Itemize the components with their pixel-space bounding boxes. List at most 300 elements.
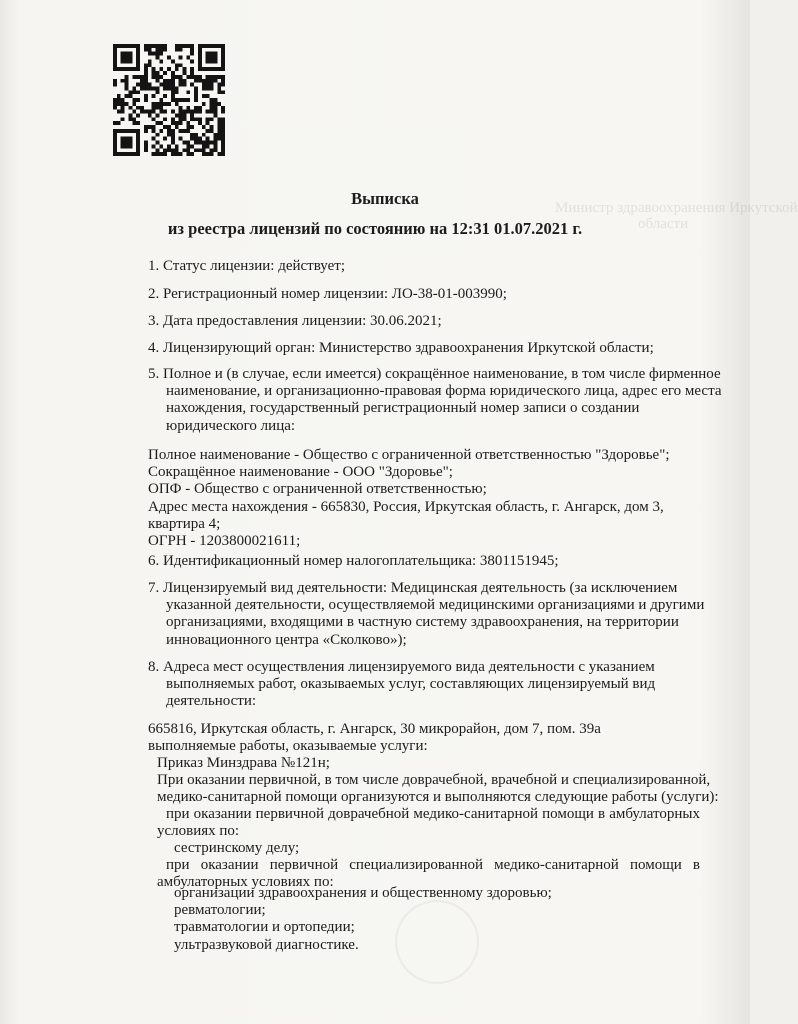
qr-module: [194, 141, 198, 145]
item-text-line: наименование, и организационно-правовая форма юридического лица, адрес его места: [166, 383, 722, 400]
qr-module: [183, 79, 187, 83]
qr-module: [155, 86, 159, 90]
qr-module: [136, 133, 140, 137]
qr-module: [136, 98, 140, 102]
qr-module: [213, 75, 217, 79]
qr-module: [132, 110, 136, 114]
qr-module: [163, 48, 167, 52]
qr-module: [206, 152, 210, 156]
qr-module: [190, 59, 194, 63]
qr-module: [132, 44, 136, 48]
qr-module: [148, 59, 152, 63]
service-nursing: сестринскому делу;: [174, 840, 300, 856]
qr-module: [136, 83, 140, 87]
qr-module: [155, 133, 159, 137]
qr-module: [210, 129, 214, 133]
qr-module: [202, 94, 206, 98]
qr-module: [217, 86, 221, 90]
qr-module: [132, 86, 136, 90]
qr-module: [221, 141, 225, 145]
qr-module: [217, 67, 221, 71]
qr-module: [136, 141, 140, 145]
qr-module: [136, 75, 140, 79]
qr-module: [175, 148, 179, 152]
qr-module: [167, 79, 171, 83]
qr-module: [217, 121, 221, 125]
qr-module: [128, 67, 132, 71]
qr-module: [221, 133, 225, 137]
qr-module: [221, 48, 225, 52]
qr-module: [221, 125, 225, 129]
qr-module: [186, 125, 190, 129]
qr-module: [144, 144, 148, 148]
item-status: 1. Статус лицензии: действует;: [148, 258, 345, 274]
qr-module: [113, 106, 117, 110]
qr-module: [113, 102, 117, 106]
qr-module: [144, 94, 148, 98]
qr-module: [190, 83, 194, 87]
qr-module: [117, 67, 121, 71]
qr-module: [217, 133, 221, 137]
qr-module: [202, 148, 206, 152]
qr-module: [210, 59, 214, 63]
qr-module: [190, 52, 194, 56]
qr-module: [190, 110, 194, 114]
qr-module: [171, 148, 175, 152]
qr-module: [186, 141, 190, 145]
qr-module: [183, 44, 187, 48]
qr-module: [198, 110, 202, 114]
item-text-line: нахождения, государственный регистрационный номер записи о создании: [166, 400, 640, 417]
qr-module: [198, 121, 202, 125]
qr-module: [171, 133, 175, 137]
qr-module: [152, 144, 156, 148]
qr-module: [206, 67, 210, 71]
qr-module: [210, 44, 214, 48]
qr-module: [155, 102, 159, 106]
qr-module: [213, 67, 217, 71]
qr-module: [136, 152, 140, 156]
qr-module: [167, 83, 171, 87]
qr-module: [155, 75, 159, 79]
qr-module: [117, 152, 121, 156]
qr-module: [136, 48, 140, 52]
bleed-through-text: области: [638, 216, 689, 232]
qr-module: [125, 129, 129, 133]
qr-module: [144, 83, 148, 87]
item-text-line: указанной деятельности, осуществляемой медицинскими организациями и другими: [166, 597, 705, 614]
qr-module: [121, 56, 125, 60]
qr-module: [217, 152, 221, 156]
qr-module: [155, 121, 159, 125]
entity-ogrn: ОГРН - 1203800021611;: [148, 533, 301, 550]
qr-module: [183, 141, 187, 145]
qr-module: [183, 83, 187, 87]
qr-module: [186, 75, 190, 79]
qr-module: [213, 106, 217, 110]
qr-module: [163, 117, 167, 121]
qr-module: [213, 59, 217, 63]
qr-module: [179, 56, 183, 60]
qr-module: [198, 141, 202, 145]
qr-module: [167, 102, 171, 106]
qr-module: [186, 56, 190, 60]
qr-module: [163, 125, 167, 129]
activity-address: 665816, Иркутская область, г. Ангарск, 30 микрорайон, дом 7, пом. 39а: [148, 721, 601, 737]
qr-module: [121, 141, 125, 145]
qr-module: [213, 102, 217, 106]
qr-module: [202, 102, 206, 106]
qr-module: [175, 125, 179, 129]
qr-module: [194, 79, 198, 83]
qr-module: [167, 67, 171, 71]
qr-module: [190, 125, 194, 129]
qr-module: [125, 141, 129, 145]
qr-module: [221, 67, 225, 71]
qr-module: [148, 86, 152, 90]
qr-module: [186, 106, 190, 110]
qr-module: [163, 148, 167, 152]
qr-module: [198, 59, 202, 63]
qr-module: [163, 110, 167, 114]
qr-module: [175, 44, 179, 48]
qr-module: [113, 141, 117, 145]
qr-module: [140, 75, 144, 79]
qr-module: [194, 133, 198, 137]
qr-module: [159, 52, 163, 56]
item-text-line: выполняемых работ, оказываемых услуг, составляющих лицензируемый вид: [166, 676, 656, 693]
qr-module: [221, 148, 225, 152]
qr-module: [194, 137, 198, 141]
qr-module: [128, 144, 132, 148]
qr-module: [206, 94, 210, 98]
qr-module: [221, 44, 225, 48]
entity-short-name: Сокращённое наименование - ООО "Здоровье";: [148, 464, 453, 481]
qr-module: [136, 144, 140, 148]
qr-module: [125, 56, 129, 60]
qr-module: [213, 79, 217, 83]
qr-module: [171, 94, 175, 98]
qr-module: [198, 79, 202, 83]
qr-module: [152, 137, 156, 141]
qr-module: [159, 75, 163, 79]
qr-module: [136, 106, 140, 110]
qr-module: [140, 106, 144, 110]
qr-module: [132, 121, 136, 125]
qr-module: [144, 125, 148, 129]
qr-module: [213, 110, 217, 114]
qr-module: [179, 129, 183, 133]
qr-module: [132, 152, 136, 156]
qr-module: [171, 152, 175, 156]
document-title: Выписка: [351, 189, 419, 208]
qr-module: [152, 152, 156, 156]
qr-module: [125, 102, 129, 106]
item-text-line: инновационного центра «Сколково»);: [166, 631, 407, 648]
qr-module: [171, 110, 175, 114]
qr-module: [202, 67, 206, 71]
qr-module: [140, 79, 144, 83]
qr-module: [125, 52, 129, 56]
qr-module: [125, 79, 129, 83]
item-text-line: медико-санитарной помощи организуются и выполняются следующие работы (услуги):: [157, 789, 719, 806]
qr-module: [217, 137, 221, 141]
qr-module: [202, 141, 206, 145]
qr-module: [159, 44, 163, 48]
qr-module: [198, 44, 202, 48]
qr-module: [113, 137, 117, 141]
qr-module: [155, 152, 159, 156]
qr-module: [206, 83, 210, 87]
qr-module: [132, 117, 136, 121]
qr-module: [217, 117, 221, 121]
qr-module: [183, 110, 187, 114]
qr-module: [206, 86, 210, 90]
qr-module: [117, 110, 121, 114]
qr-module: [128, 90, 132, 94]
qr-module: [136, 121, 140, 125]
qr-module: [202, 83, 206, 87]
qr-module: [221, 144, 225, 148]
qr-module: [144, 71, 148, 75]
qr-module: [121, 129, 125, 133]
qr-module: [113, 144, 117, 148]
qr-module: [144, 148, 148, 152]
service-item: организации здравоохранения и общественному здоровью;: [174, 885, 552, 901]
qr-module: [198, 148, 202, 152]
qr-module: [221, 152, 225, 156]
qr-module: [128, 137, 132, 141]
qr-module: [113, 63, 117, 67]
qr-module: [132, 129, 136, 133]
qr-module: [221, 75, 225, 79]
qr-module: [117, 129, 121, 133]
qr-module: [179, 83, 183, 87]
qr-module: [163, 86, 167, 90]
qr-module: [148, 52, 152, 56]
qr-module: [221, 56, 225, 60]
qr-module: [183, 114, 187, 118]
qr-module: [140, 83, 144, 87]
qr-module: [121, 44, 125, 48]
qr-module: [217, 129, 221, 133]
qr-module: [152, 129, 156, 133]
item-text-line: условиях по:: [157, 823, 240, 840]
qr-module: [128, 56, 132, 60]
qr-module: [186, 129, 190, 133]
qr-module: [183, 129, 187, 133]
qr-module: [190, 137, 194, 141]
qr-module: [186, 90, 190, 94]
qr-module: [117, 94, 121, 98]
qr-module: [121, 67, 125, 71]
qr-module: [179, 110, 183, 114]
qr-module: [121, 98, 125, 102]
qr-module: [175, 98, 179, 102]
qr-module: [132, 67, 136, 71]
qr-module: [140, 110, 144, 114]
qr-module: [198, 75, 202, 79]
qr-module: [167, 144, 171, 148]
qr-module: [121, 102, 125, 106]
entity-full-name: Полное наименование - Общество с ограниченной ответственностью "Здоровье";: [148, 447, 670, 463]
qr-module: [210, 106, 214, 110]
qr-module: [125, 44, 129, 48]
qr-module: [210, 152, 214, 156]
qr-module: [179, 48, 183, 52]
qr-module: [217, 90, 221, 94]
qr-module: [210, 75, 214, 79]
qr-module: [175, 63, 179, 67]
qr-module: [163, 83, 167, 87]
qr-module: [202, 44, 206, 48]
qr-module: [198, 117, 202, 121]
qr-module: [194, 98, 198, 102]
qr-module: [167, 56, 171, 60]
qr-module: [179, 106, 183, 110]
entity-details: [148, 447, 670, 550]
qr-module: [171, 98, 175, 102]
qr-module: [210, 56, 214, 60]
qr-module: [175, 152, 179, 156]
qr-module: [152, 125, 156, 129]
qr-module: [221, 129, 225, 133]
qr-module: [132, 102, 136, 106]
qr-module: [217, 125, 221, 129]
qr-module: [190, 75, 194, 79]
qr-module: [217, 44, 221, 48]
qr-module: [171, 137, 175, 141]
qr-module: [113, 133, 117, 137]
qr-module: [159, 98, 163, 102]
qr-module: [171, 59, 175, 63]
qr-module: [113, 121, 117, 125]
qr-module: [121, 106, 125, 110]
qr-module: [159, 110, 163, 114]
qr-module: [136, 67, 140, 71]
qr-module: [206, 137, 210, 141]
qr-module: [183, 148, 187, 152]
qr-module: [190, 44, 194, 48]
qr-module: [121, 79, 125, 83]
qr-module: [152, 94, 156, 98]
document-subtitle: из реестра лицензий по состоянию на 12:31 01.07.2021 г.: [167, 219, 583, 238]
qr-module: [167, 133, 171, 137]
qr-module: [167, 125, 171, 129]
qr-module: [159, 83, 163, 87]
qr-module: [194, 110, 198, 114]
qr-module: [210, 125, 214, 129]
qr-module: [206, 117, 210, 121]
qr-module: [125, 86, 129, 90]
qr-module: [113, 48, 117, 52]
qr-module: [213, 133, 217, 137]
qr-module: [155, 71, 159, 75]
qr-module: [202, 144, 206, 148]
item-text-line: организациями, входящими в частную систему здравоохранения, на территории: [166, 614, 679, 631]
qr-module: [148, 114, 152, 118]
qr-module: [144, 129, 148, 133]
qr-module: [128, 52, 132, 56]
qr-module: [186, 152, 190, 156]
qr-module: [210, 117, 214, 121]
qr-module: [194, 75, 198, 79]
qr-module: [159, 152, 163, 156]
qr-module: [144, 48, 148, 52]
qr-module: [190, 71, 194, 75]
qr-module: [155, 148, 159, 152]
qr-module: [155, 79, 159, 83]
qr-module: [202, 133, 206, 137]
qr-module: [198, 63, 202, 67]
qr-module: [117, 44, 121, 48]
qr-module: [159, 129, 163, 133]
qr-module: [152, 52, 156, 56]
qr-module: [221, 79, 225, 83]
qr-module: [206, 141, 210, 145]
qr-module: [179, 63, 183, 67]
qr-module: [213, 148, 217, 152]
qr-module: [175, 90, 179, 94]
qr-module: [144, 98, 148, 102]
qr-module: [128, 117, 132, 121]
item-text-line: 8. Адреса мест осуществления лицензируемого вида деятельности с указанием: [148, 659, 655, 675]
qr-module: [210, 79, 214, 83]
qr-module: [171, 75, 175, 79]
qr-module: [121, 152, 125, 156]
qr-module: [163, 44, 167, 48]
qr-module: [125, 152, 129, 156]
qr-module: [136, 44, 140, 48]
qr-module: [171, 71, 175, 75]
qr-module: [221, 117, 225, 121]
service-item: ревматологии;: [174, 902, 266, 919]
qr-module: [206, 144, 210, 148]
qr-module: [144, 141, 148, 145]
qr-module: [210, 67, 214, 71]
qr-module: [155, 44, 159, 48]
qr-module: [148, 48, 152, 52]
qr-module: [213, 56, 217, 60]
qr-module: [136, 129, 140, 133]
qr-module: [128, 44, 132, 48]
qr-module: [179, 79, 183, 83]
qr-module: [144, 44, 148, 48]
qr-module: [155, 56, 159, 60]
qr-module: [213, 144, 217, 148]
qr-module: [190, 144, 194, 148]
service-item: травматологии и ортопедии;: [174, 919, 355, 936]
qr-module: [159, 121, 163, 125]
qr-module: [144, 67, 148, 71]
qr-module: [171, 129, 175, 133]
qr-module: [167, 148, 171, 152]
qr-module: [190, 48, 194, 52]
qr-module: [152, 75, 156, 79]
qr-module: [206, 56, 210, 60]
item-activity-type: [148, 580, 704, 649]
qr-module: [117, 102, 121, 106]
qr-module: [186, 44, 190, 48]
qr-module: [221, 106, 225, 110]
qr-module: [125, 137, 129, 141]
qr-module: [144, 110, 148, 114]
item-text-line: При оказании первичной, в том числе доврачебной, врачебной и специализированной,: [157, 772, 711, 788]
qr-module: [190, 152, 194, 156]
qr-module: [213, 98, 217, 102]
qr-module: [128, 106, 132, 110]
item-text-line: при оказании первичной доврачебной медико-санитарной помощи в амбулаторных: [166, 806, 700, 822]
